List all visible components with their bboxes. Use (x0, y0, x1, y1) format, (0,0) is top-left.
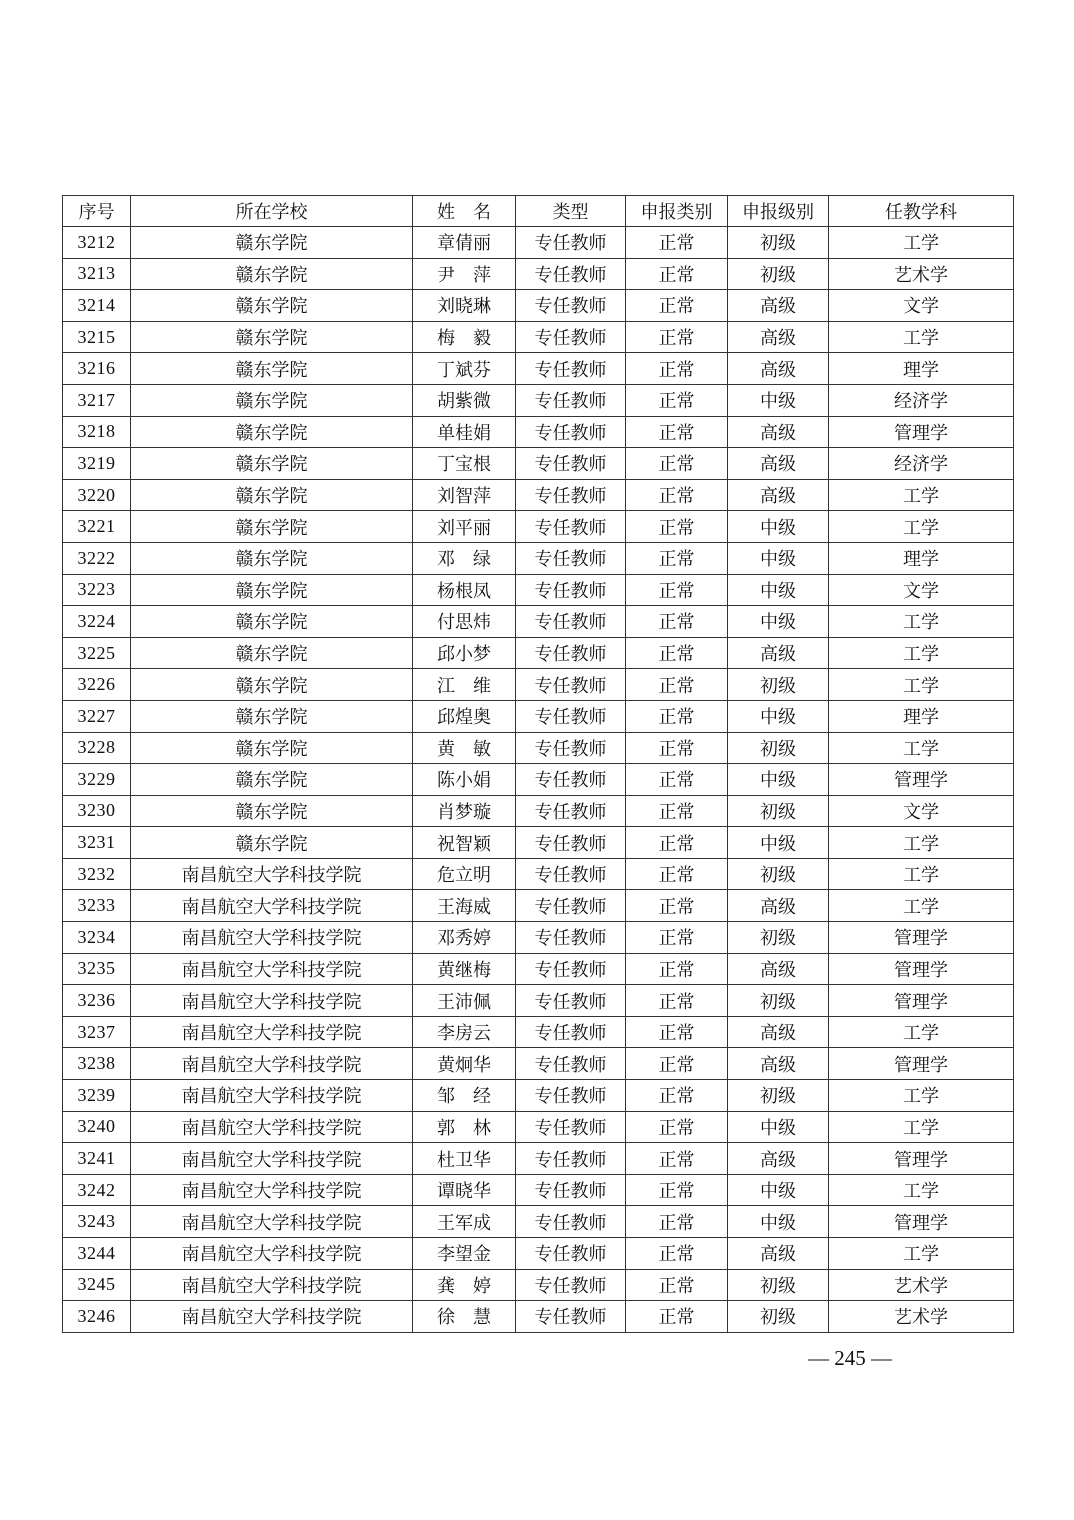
cell-school: 南昌航空大学科技学院 (131, 890, 413, 922)
cell-application-level: 高级 (728, 1238, 829, 1270)
cell-serial-number: 3234 (63, 922, 131, 954)
cell-application-category: 正常 (626, 606, 728, 638)
table-body (63, 227, 1014, 1333)
cell-serial-number: 3212 (63, 227, 131, 259)
cell-name: 陈小娟 (413, 764, 516, 796)
cell-serial-number: 3221 (63, 511, 131, 543)
cell-application-category: 正常 (626, 258, 728, 290)
cell-application-category: 正常 (626, 700, 728, 732)
cell-application-category: 正常 (626, 1111, 728, 1143)
cell-subject: 管理学 (829, 1048, 1014, 1080)
table-row (63, 1016, 1014, 1048)
cell-serial-number: 3229 (63, 764, 131, 796)
cell-subject: 艺术学 (829, 1301, 1014, 1333)
table-row (63, 764, 1014, 796)
table-row (63, 479, 1014, 511)
cell-subject: 工学 (829, 1080, 1014, 1112)
cell-type: 专任教师 (516, 732, 626, 764)
cell-subject: 理学 (829, 542, 1014, 574)
cell-subject: 经济学 (829, 384, 1014, 416)
cell-name: 邓 绿 (413, 542, 516, 574)
cell-application-level: 初级 (728, 1080, 829, 1112)
cell-application-level: 中级 (728, 574, 829, 606)
cell-serial-number: 3241 (63, 1143, 131, 1175)
table-row (63, 258, 1014, 290)
cell-school: 南昌航空大学科技学院 (131, 1080, 413, 1112)
cell-type: 专任教师 (516, 953, 626, 985)
cell-application-level: 初级 (728, 795, 829, 827)
cell-serial-number: 3222 (63, 542, 131, 574)
cell-application-category: 正常 (626, 985, 728, 1017)
header-serial-number: 序号 (63, 196, 131, 227)
cell-type: 专任教师 (516, 827, 626, 859)
cell-school: 南昌航空大学科技学院 (131, 1143, 413, 1175)
cell-school: 赣东学院 (131, 732, 413, 764)
cell-school: 赣东学院 (131, 384, 413, 416)
cell-application-category: 正常 (626, 1048, 728, 1080)
cell-school: 南昌航空大学科技学院 (131, 953, 413, 985)
cell-type: 专任教师 (516, 1269, 626, 1301)
cell-serial-number: 3223 (63, 574, 131, 606)
cell-type: 专任教师 (516, 384, 626, 416)
table-row (63, 637, 1014, 669)
cell-application-level: 高级 (728, 953, 829, 985)
cell-serial-number: 3224 (63, 606, 131, 638)
cell-subject: 管理学 (829, 985, 1014, 1017)
cell-application-category: 正常 (626, 353, 728, 385)
cell-application-level: 中级 (728, 827, 829, 859)
cell-application-category: 正常 (626, 1016, 728, 1048)
cell-type: 专任教师 (516, 1301, 626, 1333)
cell-serial-number: 3225 (63, 637, 131, 669)
cell-application-level: 初级 (728, 922, 829, 954)
cell-application-level: 高级 (728, 637, 829, 669)
cell-type: 专任教师 (516, 1080, 626, 1112)
cell-application-category: 正常 (626, 1080, 728, 1112)
cell-serial-number: 3245 (63, 1269, 131, 1301)
table-row (63, 542, 1014, 574)
table-row (63, 1048, 1014, 1080)
cell-subject: 管理学 (829, 1206, 1014, 1238)
cell-school: 南昌航空大学科技学院 (131, 1206, 413, 1238)
cell-school: 赣东学院 (131, 479, 413, 511)
page-number: — 245 — (808, 1346, 892, 1370)
cell-application-category: 正常 (626, 1206, 728, 1238)
cell-application-category: 正常 (626, 669, 728, 701)
cell-school: 赣东学院 (131, 258, 413, 290)
cell-serial-number: 3215 (63, 321, 131, 353)
table-header-row (63, 196, 1014, 227)
cell-application-category: 正常 (626, 1301, 728, 1333)
cell-application-category: 正常 (626, 384, 728, 416)
cell-application-level: 高级 (728, 290, 829, 322)
cell-subject: 文学 (829, 290, 1014, 322)
cell-type: 专任教师 (516, 1206, 626, 1238)
cell-serial-number: 3228 (63, 732, 131, 764)
cell-application-level: 初级 (728, 732, 829, 764)
table-row (63, 795, 1014, 827)
cell-school: 南昌航空大学科技学院 (131, 1174, 413, 1206)
cell-type: 专任教师 (516, 290, 626, 322)
cell-type: 专任教师 (516, 1111, 626, 1143)
cell-serial-number: 3220 (63, 479, 131, 511)
cell-type: 专任教师 (516, 1016, 626, 1048)
cell-serial-number: 3218 (63, 416, 131, 448)
table-row (63, 1206, 1014, 1238)
cell-name: 李房云 (413, 1016, 516, 1048)
table-row (63, 1301, 1014, 1333)
cell-school: 南昌航空大学科技学院 (131, 1269, 413, 1301)
cell-application-level: 中级 (728, 511, 829, 543)
cell-school: 赣东学院 (131, 827, 413, 859)
cell-application-level: 初级 (728, 1301, 829, 1333)
table-row (63, 700, 1014, 732)
cell-subject: 理学 (829, 700, 1014, 732)
cell-serial-number: 3213 (63, 258, 131, 290)
header-application-level: 申报级别 (728, 196, 829, 227)
cell-name: 刘智萍 (413, 479, 516, 511)
table-row (63, 1143, 1014, 1175)
cell-serial-number: 3238 (63, 1048, 131, 1080)
cell-application-level: 高级 (728, 1048, 829, 1080)
cell-application-category: 正常 (626, 795, 728, 827)
cell-subject: 管理学 (829, 1143, 1014, 1175)
cell-application-level: 高级 (728, 448, 829, 480)
cell-subject: 艺术学 (829, 1269, 1014, 1301)
cell-application-category: 正常 (626, 1143, 728, 1175)
table-row (63, 448, 1014, 480)
table-row (63, 384, 1014, 416)
cell-school: 赣东学院 (131, 416, 413, 448)
cell-school: 赣东学院 (131, 764, 413, 796)
cell-subject: 管理学 (829, 922, 1014, 954)
cell-type: 专任教师 (516, 353, 626, 385)
table-row (63, 1111, 1014, 1143)
cell-application-category: 正常 (626, 479, 728, 511)
table-row (63, 353, 1014, 385)
cell-type: 专任教师 (516, 795, 626, 827)
cell-serial-number: 3216 (63, 353, 131, 385)
cell-application-category: 正常 (626, 227, 728, 259)
table-row (63, 227, 1014, 259)
cell-school: 赣东学院 (131, 227, 413, 259)
cell-name: 徐 慧 (413, 1301, 516, 1333)
header-application-category: 申报类别 (626, 196, 728, 227)
cell-serial-number: 3246 (63, 1301, 131, 1333)
cell-name: 肖梦璇 (413, 795, 516, 827)
cell-name: 杜卫华 (413, 1143, 516, 1175)
cell-serial-number: 3233 (63, 890, 131, 922)
table-row (63, 1080, 1014, 1112)
cell-type: 专任教师 (516, 227, 626, 259)
cell-application-category: 正常 (626, 890, 728, 922)
cell-type: 专任教师 (516, 858, 626, 890)
cell-subject: 工学 (829, 511, 1014, 543)
cell-serial-number: 3239 (63, 1080, 131, 1112)
table-row (63, 416, 1014, 448)
cell-subject: 理学 (829, 353, 1014, 385)
cell-name: 李望金 (413, 1238, 516, 1270)
cell-application-level: 中级 (728, 384, 829, 416)
cell-serial-number: 3236 (63, 985, 131, 1017)
cell-application-category: 正常 (626, 321, 728, 353)
cell-application-category: 正常 (626, 827, 728, 859)
cell-school: 南昌航空大学科技学院 (131, 985, 413, 1017)
cell-subject: 文学 (829, 795, 1014, 827)
cell-subject: 工学 (829, 606, 1014, 638)
cell-type: 专任教师 (516, 1143, 626, 1175)
cell-subject: 工学 (829, 669, 1014, 701)
cell-name: 刘晓琳 (413, 290, 516, 322)
cell-name: 邱煌奥 (413, 700, 516, 732)
table-row (63, 953, 1014, 985)
cell-subject: 管理学 (829, 764, 1014, 796)
cell-serial-number: 3240 (63, 1111, 131, 1143)
cell-type: 专任教师 (516, 321, 626, 353)
cell-application-category: 正常 (626, 732, 728, 764)
cell-name: 丁宝根 (413, 448, 516, 480)
cell-school: 南昌航空大学科技学院 (131, 1111, 413, 1143)
cell-application-level: 高级 (728, 890, 829, 922)
cell-serial-number: 3235 (63, 953, 131, 985)
cell-application-level: 高级 (728, 1016, 829, 1048)
cell-serial-number: 3219 (63, 448, 131, 480)
cell-name: 祝智颖 (413, 827, 516, 859)
cell-name: 江 维 (413, 669, 516, 701)
cell-school: 赣东学院 (131, 448, 413, 480)
table-row (63, 1174, 1014, 1206)
cell-application-level: 初级 (728, 1269, 829, 1301)
cell-application-category: 正常 (626, 290, 728, 322)
cell-application-level: 高级 (728, 1143, 829, 1175)
cell-name: 单桂娟 (413, 416, 516, 448)
cell-application-level: 中级 (728, 1206, 829, 1238)
cell-application-level: 初级 (728, 227, 829, 259)
cell-school: 赣东学院 (131, 795, 413, 827)
cell-application-level: 高级 (728, 353, 829, 385)
cell-name: 刘平丽 (413, 511, 516, 543)
cell-school: 南昌航空大学科技学院 (131, 1016, 413, 1048)
cell-name: 郭 林 (413, 1111, 516, 1143)
cell-application-category: 正常 (626, 922, 728, 954)
table-row (63, 827, 1014, 859)
table-row (63, 606, 1014, 638)
cell-name: 章倩丽 (413, 227, 516, 259)
cell-application-level: 中级 (728, 1111, 829, 1143)
cell-application-level: 初级 (728, 258, 829, 290)
header-subject: 任教学科 (829, 196, 1014, 227)
cell-school: 南昌航空大学科技学院 (131, 1301, 413, 1333)
cell-subject: 工学 (829, 1016, 1014, 1048)
cell-serial-number: 3232 (63, 858, 131, 890)
table-row (63, 922, 1014, 954)
cell-application-level: 中级 (728, 764, 829, 796)
cell-school: 赣东学院 (131, 574, 413, 606)
cell-application-level: 高级 (728, 416, 829, 448)
cell-application-category: 正常 (626, 637, 728, 669)
cell-application-category: 正常 (626, 574, 728, 606)
cell-type: 专任教师 (516, 669, 626, 701)
cell-application-level: 中级 (728, 700, 829, 732)
cell-type: 专任教师 (516, 574, 626, 606)
cell-type: 专任教师 (516, 890, 626, 922)
cell-subject: 文学 (829, 574, 1014, 606)
cell-application-category: 正常 (626, 448, 728, 480)
cell-application-level: 初级 (728, 858, 829, 890)
cell-name: 杨根凤 (413, 574, 516, 606)
cell-application-category: 正常 (626, 416, 728, 448)
cell-school: 赣东学院 (131, 321, 413, 353)
cell-school: 赣东学院 (131, 511, 413, 543)
cell-school: 南昌航空大学科技学院 (131, 1048, 413, 1080)
cell-application-level: 高级 (728, 321, 829, 353)
cell-name: 黄继梅 (413, 953, 516, 985)
cell-school: 赣东学院 (131, 542, 413, 574)
cell-type: 专任教师 (516, 448, 626, 480)
cell-application-level: 中级 (728, 1174, 829, 1206)
cell-serial-number: 3226 (63, 669, 131, 701)
cell-school: 赣东学院 (131, 606, 413, 638)
cell-serial-number: 3242 (63, 1174, 131, 1206)
cell-serial-number: 3217 (63, 384, 131, 416)
cell-name: 龚 婷 (413, 1269, 516, 1301)
cell-name: 王沛佩 (413, 985, 516, 1017)
cell-type: 专任教师 (516, 606, 626, 638)
cell-subject: 管理学 (829, 416, 1014, 448)
cell-application-category: 正常 (626, 764, 728, 796)
cell-name: 尹 萍 (413, 258, 516, 290)
cell-school: 南昌航空大学科技学院 (131, 858, 413, 890)
table-row (63, 985, 1014, 1017)
cell-subject: 工学 (829, 1238, 1014, 1270)
cell-subject: 工学 (829, 858, 1014, 890)
cell-school: 赣东学院 (131, 290, 413, 322)
cell-application-category: 正常 (626, 1269, 728, 1301)
cell-name: 付思炜 (413, 606, 516, 638)
cell-subject: 工学 (829, 890, 1014, 922)
cell-serial-number: 3230 (63, 795, 131, 827)
cell-school: 赣东学院 (131, 700, 413, 732)
cell-serial-number: 3231 (63, 827, 131, 859)
cell-subject: 工学 (829, 479, 1014, 511)
cell-school: 赣东学院 (131, 637, 413, 669)
cell-name: 黄炯华 (413, 1048, 516, 1080)
cell-type: 专任教师 (516, 542, 626, 574)
cell-application-level: 初级 (728, 669, 829, 701)
cell-type: 专任教师 (516, 637, 626, 669)
cell-name: 邱小梦 (413, 637, 516, 669)
cell-name: 王军成 (413, 1206, 516, 1238)
cell-type: 专任教师 (516, 1048, 626, 1080)
table-row (63, 1238, 1014, 1270)
cell-subject: 艺术学 (829, 258, 1014, 290)
cell-serial-number: 3227 (63, 700, 131, 732)
cell-name: 黄 敏 (413, 732, 516, 764)
table-row (63, 890, 1014, 922)
cell-subject: 工学 (829, 321, 1014, 353)
cell-type: 专任教师 (516, 479, 626, 511)
cell-subject: 工学 (829, 1111, 1014, 1143)
cell-application-category: 正常 (626, 1238, 728, 1270)
cell-application-level: 初级 (728, 985, 829, 1017)
cell-name: 谭晓华 (413, 1174, 516, 1206)
cell-type: 专任教师 (516, 764, 626, 796)
cell-subject: 管理学 (829, 953, 1014, 985)
cell-name: 邓秀婷 (413, 922, 516, 954)
cell-name: 王海威 (413, 890, 516, 922)
cell-subject: 工学 (829, 827, 1014, 859)
cell-subject: 工学 (829, 1174, 1014, 1206)
cell-serial-number: 3237 (63, 1016, 131, 1048)
cell-name: 邹 经 (413, 1080, 516, 1112)
table-row (63, 1269, 1014, 1301)
table-row (63, 732, 1014, 764)
header-name: 姓 名 (413, 196, 516, 227)
cell-school: 赣东学院 (131, 669, 413, 701)
table-row (63, 290, 1014, 322)
header-school: 所在学校 (131, 196, 413, 227)
cell-school: 南昌航空大学科技学院 (131, 922, 413, 954)
table-row (63, 321, 1014, 353)
cell-application-category: 正常 (626, 542, 728, 574)
cell-type: 专任教师 (516, 985, 626, 1017)
cell-application-level: 中级 (728, 542, 829, 574)
cell-type: 专任教师 (516, 511, 626, 543)
cell-serial-number: 3214 (63, 290, 131, 322)
cell-subject: 经济学 (829, 448, 1014, 480)
cell-application-level: 中级 (728, 606, 829, 638)
cell-type: 专任教师 (516, 416, 626, 448)
cell-type: 专任教师 (516, 1238, 626, 1270)
cell-type: 专任教师 (516, 1174, 626, 1206)
cell-type: 专任教师 (516, 922, 626, 954)
cell-serial-number: 3244 (63, 1238, 131, 1270)
cell-application-category: 正常 (626, 1174, 728, 1206)
cell-subject: 工学 (829, 732, 1014, 764)
cell-name: 丁斌芬 (413, 353, 516, 385)
cell-school: 南昌航空大学科技学院 (131, 1238, 413, 1270)
teacher-list-table (62, 195, 1014, 1333)
table-row (63, 511, 1014, 543)
cell-name: 胡紫微 (413, 384, 516, 416)
header-type: 类型 (516, 196, 626, 227)
cell-application-category: 正常 (626, 953, 728, 985)
cell-type: 专任教师 (516, 700, 626, 732)
cell-application-category: 正常 (626, 858, 728, 890)
cell-name: 梅 毅 (413, 321, 516, 353)
table-row (63, 574, 1014, 606)
cell-application-category: 正常 (626, 511, 728, 543)
cell-name: 危立明 (413, 858, 516, 890)
cell-subject: 工学 (829, 227, 1014, 259)
cell-application-level: 高级 (728, 479, 829, 511)
cell-serial-number: 3243 (63, 1206, 131, 1238)
cell-subject: 工学 (829, 637, 1014, 669)
cell-school: 赣东学院 (131, 353, 413, 385)
table-row (63, 669, 1014, 701)
cell-type: 专任教师 (516, 258, 626, 290)
table-row (63, 858, 1014, 890)
